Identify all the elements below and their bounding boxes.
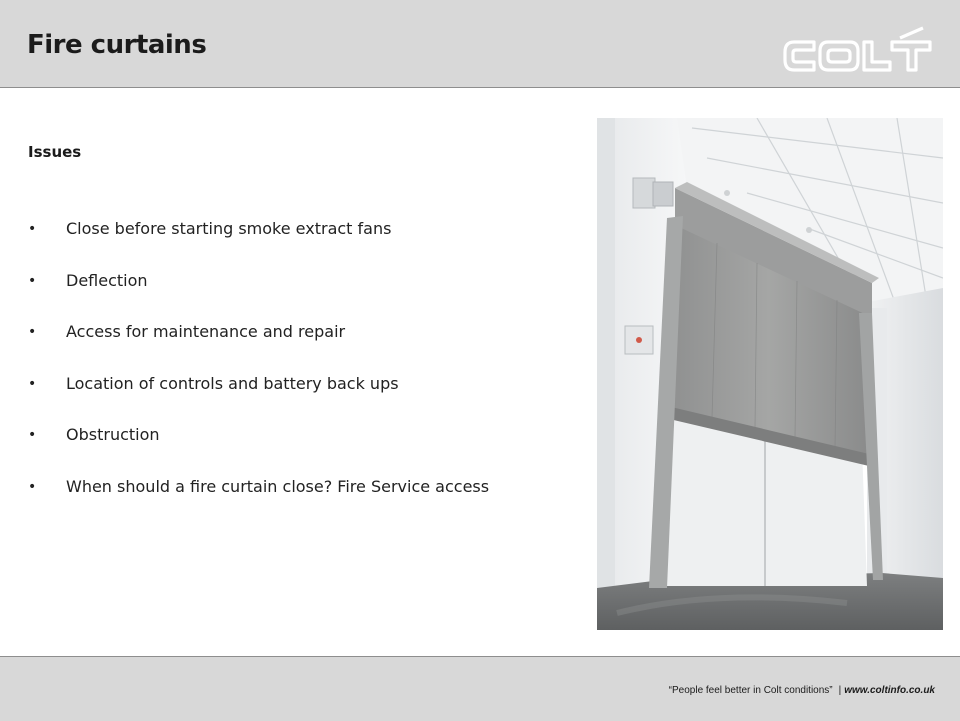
list-item — [28, 268, 489, 320]
list-item — [28, 371, 489, 423]
list-item — [28, 422, 489, 474]
list-item — [28, 474, 489, 526]
issues-list — [28, 216, 489, 525]
slide-footer — [0, 656, 960, 721]
list-item — [28, 216, 489, 268]
list-item — [28, 319, 489, 371]
bullet-icon: • — [28, 221, 37, 237]
footer-tagline — [669, 685, 935, 696]
bullet-icon: • — [28, 478, 37, 495]
slide-header — [0, 0, 960, 88]
list-item-text: When should a fire curtain close? Fire Service access — [66, 476, 490, 496]
list-item-text: Close before starting smoke extract fans — [66, 219, 392, 238]
colt-logo-icon — [780, 26, 936, 74]
fire-curtain-photo — [597, 118, 943, 630]
list-item-text: Location of controls and battery back ups — [66, 373, 399, 393]
bullet-icon: • — [28, 272, 37, 289]
footer-separator: | — [838, 685, 842, 696]
list-item-text: Deflection — [66, 270, 148, 290]
bullet-icon: • — [28, 324, 37, 340]
issues-heading: Issues — [28, 143, 82, 161]
bullet-icon: • — [28, 375, 37, 392]
footer-url: www.coltinfo.co.uk — [844, 685, 935, 696]
bullet-icon: • — [28, 427, 37, 443]
tagline-quote: “People feel better in Colt conditions” — [668, 685, 833, 696]
slide-title: Fire curtains — [27, 30, 207, 60]
list-item-text: Access for maintenance and repair — [66, 322, 346, 341]
list-item-text: Obstruction — [66, 425, 160, 444]
